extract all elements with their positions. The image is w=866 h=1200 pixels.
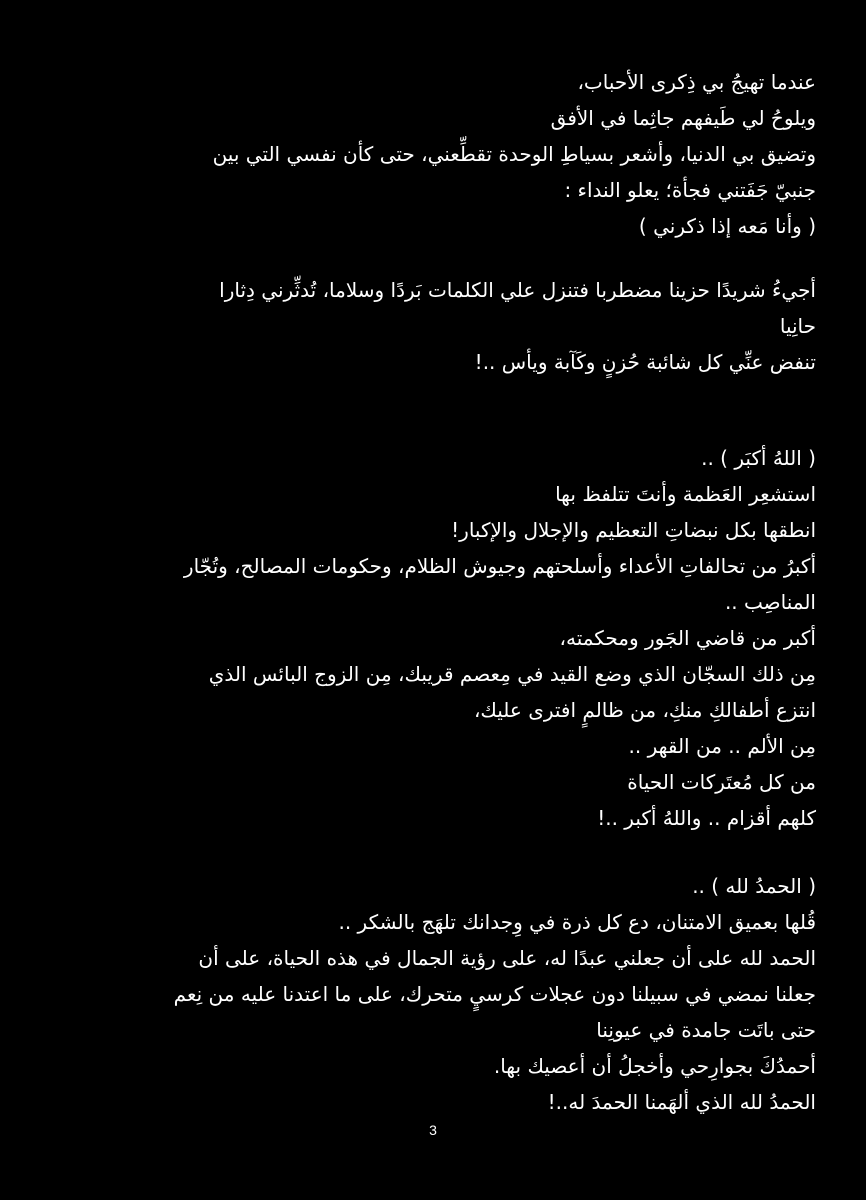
text-line: المناصِب .. xyxy=(724,590,816,614)
paragraph-alhamdulillah xyxy=(110,868,816,1120)
text-line: جنبيّ جَفَتني فجأة؛ يعلو النداء : xyxy=(564,178,816,202)
text-line: وتضيق بي الدنيا، وأشعر بسياطِ الوحدة تقطِّعني، حتى كأن نفسي التي بين xyxy=(212,142,816,166)
text-line: انتزع أطفالكِ منكِ، من ظالمٍ افترى عليك، xyxy=(473,698,816,722)
text-line: الحمد لله على أن جعلني عبدًا له، على رؤية الجمال في هذه الحياة، على أن xyxy=(198,946,816,970)
paragraph-allahu-akbar xyxy=(110,440,816,836)
paragraph-remembrance xyxy=(110,64,816,244)
text-line: من كل مُعتَركات الحياة xyxy=(627,770,816,794)
section-heading: ( الحمدُ لله ) .. xyxy=(692,874,816,898)
text-line: مِن الألم .. من القهر .. xyxy=(628,734,816,758)
text-line: كلهم أقزام .. واللهُ أكبر ..! xyxy=(597,806,816,830)
text-line: حانِيا xyxy=(779,314,816,338)
text-line: حتى باتَت جامدة في عيونِنا xyxy=(596,1018,816,1042)
text-line: قُلها بعميق الامتنان، دع كل ذرة في وِجدانك تلهَج بالشكر .. xyxy=(338,910,816,934)
text-line: جعلنا نمضي في سبيلنا دون عجلات كرسيٍ متحرك، على ما اعتدنا عليه من نِعم xyxy=(173,982,816,1006)
paragraph-comfort xyxy=(110,272,816,380)
text-line: أجيءُ شريدًا حزينا مضطربا فتنزل علي الكلمات بَردًا وسلاما، تُدثِّرني دِثارا xyxy=(219,278,816,302)
page-number: 3 xyxy=(429,1122,437,1138)
text-line: ( وأنا مَعه إذا ذكرني ) xyxy=(638,214,816,238)
text-line: أكبر من قاضي الجَور ومحكمته، xyxy=(559,626,816,650)
text-line: أحمدُكَ بجوارِحي وأخجلُ أن أعصيك بها. xyxy=(493,1054,816,1078)
text-line: ويلوحُ لي طَيفهم جاثِما في الأفق xyxy=(550,106,816,130)
text-line: استشعِر العَظمة وأنتَ تتلفظ بها xyxy=(555,482,816,506)
section-heading: ( اللهُ أكبَر ) .. xyxy=(701,446,816,470)
text-line: أكبرُ من تحالفاتِ الأعداء وأسلحتهم وجيوش الظلام، وحكومات المصالح، وتُجّار xyxy=(183,554,816,578)
text-line: انطقها بكل نبضاتِ التعظيم والإجلال والإكبار! xyxy=(451,518,816,542)
text-line: عندما تهيجُ بي ذِكرى الأحباب، xyxy=(577,70,816,94)
text-line: مِن ذلك السجّان الذي وضع القيد في مِعصم قريبك، مِن الزوج البائس الذي xyxy=(208,662,816,686)
text-line: الحمدُ لله الذي ألهَمنا الحمدَ له..! xyxy=(547,1090,816,1114)
text-line: تنفض عنِّي كل شائبة حُزنٍ وكَآبة ويأس ..! xyxy=(474,350,816,374)
